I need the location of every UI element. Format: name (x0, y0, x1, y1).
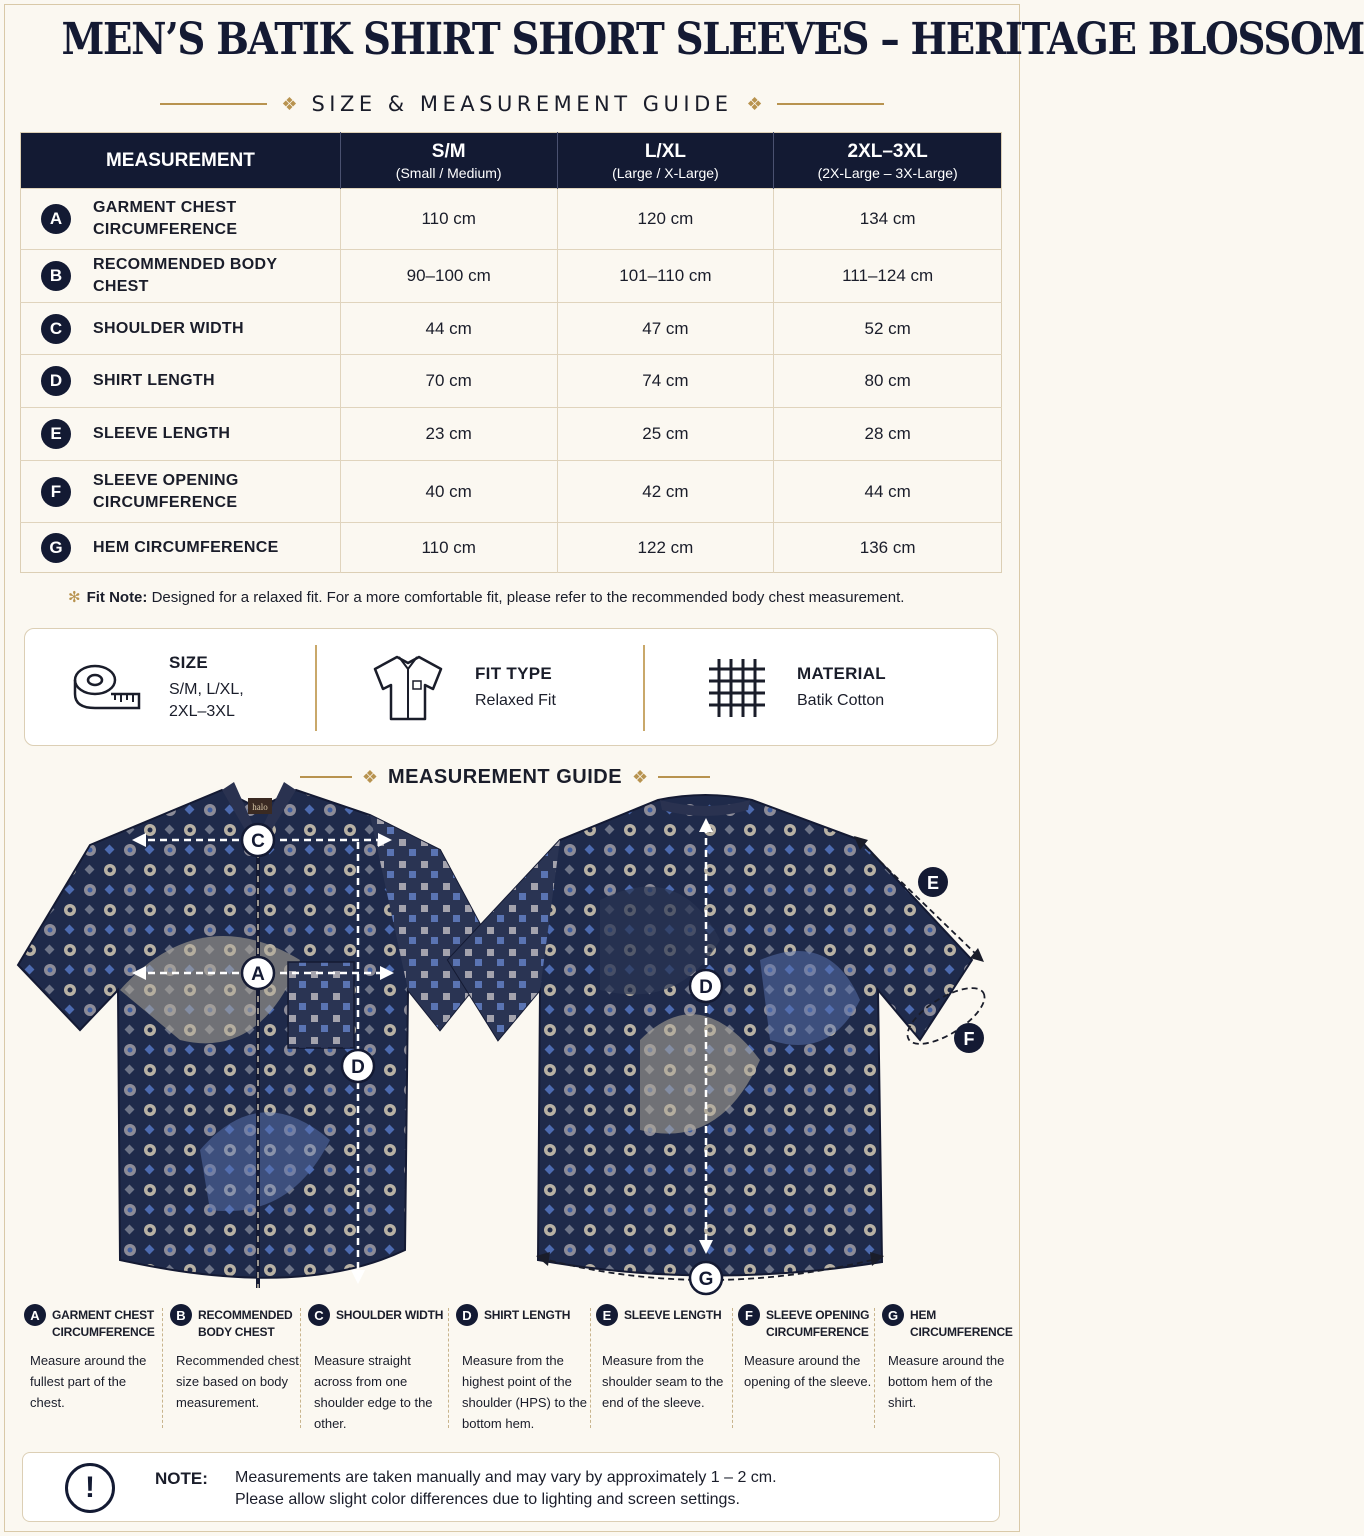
table-cell: 44 cm (774, 461, 1002, 523)
measurement-cell (21, 250, 341, 303)
svg-text:A: A (251, 964, 265, 985)
table-cell: 134 cm (774, 189, 1002, 250)
table-cell: 74 cm (557, 355, 774, 408)
measurement-cell (21, 303, 341, 355)
fabric-grid-icon (707, 657, 767, 719)
measurement-legend (20, 1304, 1013, 1432)
measurement-cell (21, 408, 341, 461)
table-cell: 101–110 cm (557, 250, 774, 303)
legend-item (596, 1304, 732, 1432)
column-header: L/XL (Large / X-Large) (557, 133, 774, 189)
divider (300, 1308, 301, 1428)
table-cell: 80 cm (774, 355, 1002, 408)
table-cell: 47 cm (557, 303, 774, 355)
info-material-title: MATERIAL (797, 664, 886, 683)
letter-badge: B (41, 261, 71, 291)
table-cell: 110 cm (340, 523, 557, 573)
divider (590, 1308, 591, 1428)
legend-title: SHIRT LENGTH (484, 1308, 571, 1322)
letter-badge: F (41, 477, 71, 507)
legend-desc: Measure around the bottom hem of the shirt. (888, 1353, 1005, 1410)
measurement-cell (21, 523, 341, 573)
measurement-label: SHIRT LENGTH (93, 372, 215, 389)
marker-d-back (690, 970, 722, 1002)
svg-text:F: F (963, 1029, 975, 1049)
table-cell: 44 cm (340, 303, 557, 355)
table-row (21, 408, 1002, 461)
letter-badge: A (41, 204, 71, 234)
table-cell: 120 cm (557, 189, 774, 250)
measurement-label: HEM CIRCUMFERENCE (93, 538, 279, 556)
size-table (20, 132, 1002, 573)
legend-title: SLEEVE OPENING CIRCUMFERENCE (766, 1308, 870, 1339)
measurement-cell (21, 461, 341, 523)
exclamation-icon: ! (65, 1463, 115, 1513)
table-row (21, 461, 1002, 523)
note-text (235, 1467, 777, 1511)
legend-title: HEM CIRCUMFERENCE (910, 1308, 1013, 1339)
sparkle-icon: ✻ (68, 589, 81, 606)
legend-badge: F (738, 1304, 760, 1326)
table-cell: 90–100 cm (340, 250, 557, 303)
legend-desc: Measure around the fullest part of the chest. (30, 1353, 147, 1410)
info-box (24, 628, 998, 746)
shirt-front-image (18, 782, 498, 1288)
legend-badge: B (170, 1304, 192, 1326)
table-cell: 25 cm (557, 408, 774, 461)
table-row (21, 250, 1002, 303)
measurement-label: SLEEVE LENGTH (93, 425, 231, 442)
legend-item (738, 1304, 874, 1432)
divider-line (658, 776, 710, 778)
table-row (21, 303, 1002, 355)
measurement-label: GARMENT CHEST CIRCUMFERENCE (93, 199, 238, 238)
measurement-label: SLEEVE OPENING CIRCUMFERENCE (93, 471, 239, 511)
info-size (71, 629, 244, 747)
info-fit (371, 629, 556, 747)
column-header: MEASUREMENT (21, 133, 341, 189)
divider (874, 1308, 875, 1428)
marker-g (690, 1262, 722, 1294)
note-box (22, 1452, 1000, 1522)
column-header: 2XL–3XL (2X-Large – 3X-Large) (774, 133, 1002, 189)
legend-item (882, 1304, 1013, 1432)
table-cell: 136 cm (774, 523, 1002, 573)
measurement-diagram (0, 780, 1024, 1300)
info-size-line1: S/M, L/XL, (169, 681, 244, 698)
letter-badge: E (41, 419, 71, 449)
info-fit-value: Relaxed Fit (475, 692, 556, 709)
column-header: S/M (Small / Medium) (340, 133, 557, 189)
ornament-icon: ❖ (632, 767, 649, 787)
measuring-tape-icon (71, 658, 143, 718)
ornament-icon: ❖ (281, 94, 298, 114)
legend-title: SLEEVE LENGTH (624, 1308, 722, 1322)
table-cell: 70 cm (340, 355, 557, 408)
note-label: NOTE: (155, 1469, 208, 1488)
info-size-line2: 2XL–3XL (169, 703, 235, 720)
divider-line (160, 103, 267, 105)
legend-desc: Measure from the highest point of the shoulder (HPS) to the bottom hem. (462, 1353, 588, 1431)
legend-item (170, 1304, 300, 1432)
guide-title: MEASUREMENT GUIDE (387, 765, 623, 788)
svg-text:C: C (251, 831, 265, 852)
legend-title: SHOULDER WIDTH (336, 1308, 444, 1322)
legend-item (308, 1304, 448, 1432)
note-line-1: Measurements are taken manually and may vary by approximately 1 – 2 cm. (235, 1469, 777, 1486)
svg-text:D: D (351, 1057, 365, 1078)
marker-c (242, 824, 274, 856)
table-cell: 52 cm (774, 303, 1002, 355)
shirt-back-image (448, 795, 972, 1276)
marker-f (954, 1023, 984, 1053)
table-cell: 111–124 cm (774, 250, 1002, 303)
measurement-cell (21, 189, 341, 250)
svg-text:E: E (926, 873, 940, 893)
table-row (21, 523, 1002, 573)
ornament-icon: ❖ (746, 94, 763, 114)
table-cell: 122 cm (557, 523, 774, 573)
table-row (21, 189, 1002, 250)
table-cell: 40 cm (340, 461, 557, 523)
legend-desc: Measure straight across from one shoulder edge to the other. (314, 1353, 433, 1431)
divider (732, 1308, 733, 1428)
svg-text:D: D (699, 977, 713, 998)
info-size-title: SIZE (169, 653, 208, 672)
legend-badge: A (24, 1304, 46, 1326)
fit-note-label: Fit Note: (86, 589, 148, 606)
marker-d (342, 1050, 374, 1082)
note-line-2: Please allow slight color differences due to lighting and screen settings. (235, 1491, 740, 1508)
table-cell: 28 cm (774, 408, 1002, 461)
table-cell: 23 cm (340, 408, 557, 461)
fit-note-text: Designed for a relaxed fit. For a more comfortable fit, please refer to the recommended body chest measurement. (151, 589, 905, 606)
marker-e (918, 867, 948, 897)
fit-note (68, 588, 904, 606)
table-cell: 110 cm (340, 189, 557, 250)
marker-a (242, 957, 274, 989)
legend-desc: Measure around the opening of the sleeve. (744, 1353, 872, 1389)
divider (643, 645, 645, 731)
svg-text:G: G (698, 1269, 714, 1290)
divider (162, 1308, 163, 1428)
legend-item (456, 1304, 590, 1432)
table-header-row (21, 133, 1002, 189)
legend-badge: D (456, 1304, 478, 1326)
letter-badge: G (41, 533, 71, 563)
brand-label: halo (252, 802, 268, 812)
table-cell: 42 cm (557, 461, 774, 523)
legend-badge: E (596, 1304, 618, 1326)
letter-badge: C (41, 314, 71, 344)
legend-badge: G (882, 1304, 904, 1326)
legend-badge: C (308, 1304, 330, 1326)
letter-badge: D (41, 366, 71, 396)
legend-desc: Recommended chest size based on body measurement. (176, 1353, 299, 1410)
page-subtitle: SIZE & MEASUREMENT GUIDE (311, 92, 733, 116)
ornament-icon: ❖ (361, 767, 378, 787)
table-row (21, 355, 1002, 408)
subtitle-row (160, 88, 884, 120)
legend-title: RECOMMENDED BODY CHEST (198, 1308, 293, 1339)
legend-title: GARMENT CHEST CIRCUMFERENCE (52, 1308, 155, 1339)
shirt-icon (371, 653, 445, 723)
info-material-value: Batik Cotton (797, 692, 885, 709)
page-title: MEN’S BATIK SHIRT SHORT SLEEVES – HERITAGE BLOSSOM (61, 14, 1364, 65)
divider (315, 645, 317, 731)
divider-line (300, 776, 352, 778)
legend-desc: Measure from the shoulder seam to the end of the sleeve. (602, 1353, 724, 1410)
measurement-cell (21, 355, 341, 408)
legend-item (24, 1304, 162, 1432)
info-fit-title: FIT TYPE (475, 664, 553, 683)
divider-line (777, 103, 884, 105)
divider (448, 1308, 449, 1428)
measurement-label: RECOMMENDED BODY CHEST (93, 256, 278, 295)
info-material (707, 629, 886, 747)
measurement-label: SHOULDER WIDTH (93, 319, 244, 337)
